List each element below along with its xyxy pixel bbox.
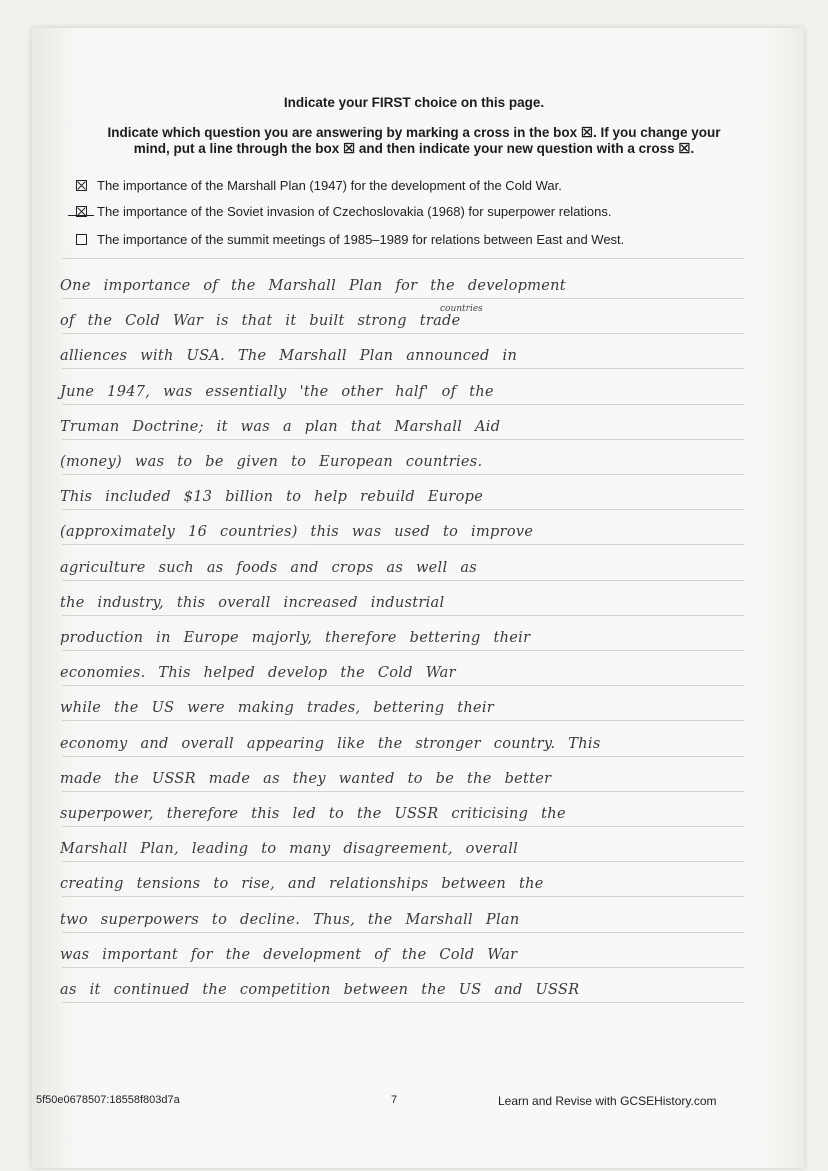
ruled-line: [62, 509, 744, 510]
ruled-line: [62, 474, 744, 475]
ruled-line: [62, 896, 744, 897]
answer-line: two superpowers to decline. Thus, the Marshall Plan: [60, 912, 520, 928]
answer-line: One importance of the Marshall Plan for the development: [60, 278, 566, 294]
answer-line: Truman Doctrine; it was a plan that Marshall Aid: [60, 419, 501, 435]
answer-line: superpower, therefore this led to the USSR criticising the: [60, 806, 566, 822]
ruled-line: [62, 650, 744, 651]
answer-line: (money) was to be given to European countries.: [60, 454, 483, 470]
answer-line: production in Europe majorly, therefore bettering their: [60, 630, 531, 646]
ruled-line: [62, 826, 744, 827]
ruled-line: [62, 756, 744, 757]
ruled-line: [62, 544, 744, 545]
footer-brand: Learn and Revise with GCSEHistory.com: [498, 1094, 717, 1108]
instruction-line-1: Indicate which question you are answering by marking a cross in the box ☒. If you change your: [107, 125, 721, 140]
ruled-line: [62, 404, 744, 405]
ruled-line: [62, 298, 744, 299]
answer-line: June 1947, was essentially 'the other half' of the: [60, 384, 494, 400]
crossed-checkbox-icon[interactable]: [76, 180, 87, 191]
ruled-line: [62, 258, 744, 259]
question-option-czechoslovakia[interactable]: [76, 203, 612, 221]
ruled-line: [62, 580, 744, 581]
ruled-line: [62, 368, 744, 369]
answer-line: while the US were making trades, bettering their: [60, 700, 495, 716]
footer-page-number: 7: [391, 1094, 398, 1106]
answer-line: the industry, this overall increased industrial: [60, 595, 445, 611]
answer-line: economy and overall appearing like the stronger country. This: [60, 736, 601, 752]
answer-line: alliences with USA. The Marshall Plan announced in: [60, 348, 518, 364]
ruled-line: [62, 685, 744, 686]
footer-document-id: 5f50e0678507:18558f803d7a: [36, 1094, 180, 1106]
ruled-line: [62, 333, 744, 334]
answer-line: was important for the development of the Cold War: [60, 947, 518, 963]
answer-line: (approximately 16 countries) this was used to improve: [60, 524, 534, 540]
handwritten-insertion: countries: [440, 304, 483, 314]
question-option-summit-meetings[interactable]: [76, 231, 624, 249]
ruled-line: [62, 439, 744, 440]
ruled-line: [62, 1002, 744, 1003]
answer-line: creating tensions to rise, and relationships between the: [60, 876, 544, 892]
answer-line: This included $13 billion to help rebuild Europe: [60, 489, 484, 505]
ruled-line: [62, 861, 744, 862]
answer-line: agriculture such as foods and crops as well as: [60, 560, 478, 576]
option-label: The importance of the Soviet invasion of Czechoslovakia (1968) for superpower relations.: [97, 204, 612, 219]
ruled-line: [62, 932, 744, 933]
ruled-line: [62, 615, 744, 616]
instruction-first-choice: Indicate your FIRST choice on this page.: [283, 95, 545, 110]
ruled-line: [62, 967, 744, 968]
instruction-line-2: mind, put a line through the box ☒ and then indicate your new question with a cross ☒.: [133, 141, 695, 156]
question-option-marshall-plan[interactable]: [76, 177, 562, 195]
answer-line: made the USSR made as they wanted to be the better: [60, 771, 552, 787]
answer-line: Marshall Plan, leading to many disagreement, overall: [60, 841, 519, 857]
option-label: The importance of the summit meetings of 1985–1989 for relations between East and West.: [97, 232, 625, 247]
struck-crossed-checkbox-icon[interactable]: [76, 206, 87, 217]
answer-line: economies. This helped develop the Cold War: [60, 665, 456, 681]
option-label: The importance of the Marshall Plan (1947) for the development of the Cold War.: [97, 178, 562, 193]
ruled-line: [62, 720, 744, 721]
empty-checkbox-icon[interactable]: [76, 234, 87, 245]
answer-line: as it continued the competition between the US and USSR: [60, 982, 580, 998]
ruled-line: [62, 791, 744, 792]
answer-line: of the Cold War is that it built strong trade: [60, 313, 461, 329]
